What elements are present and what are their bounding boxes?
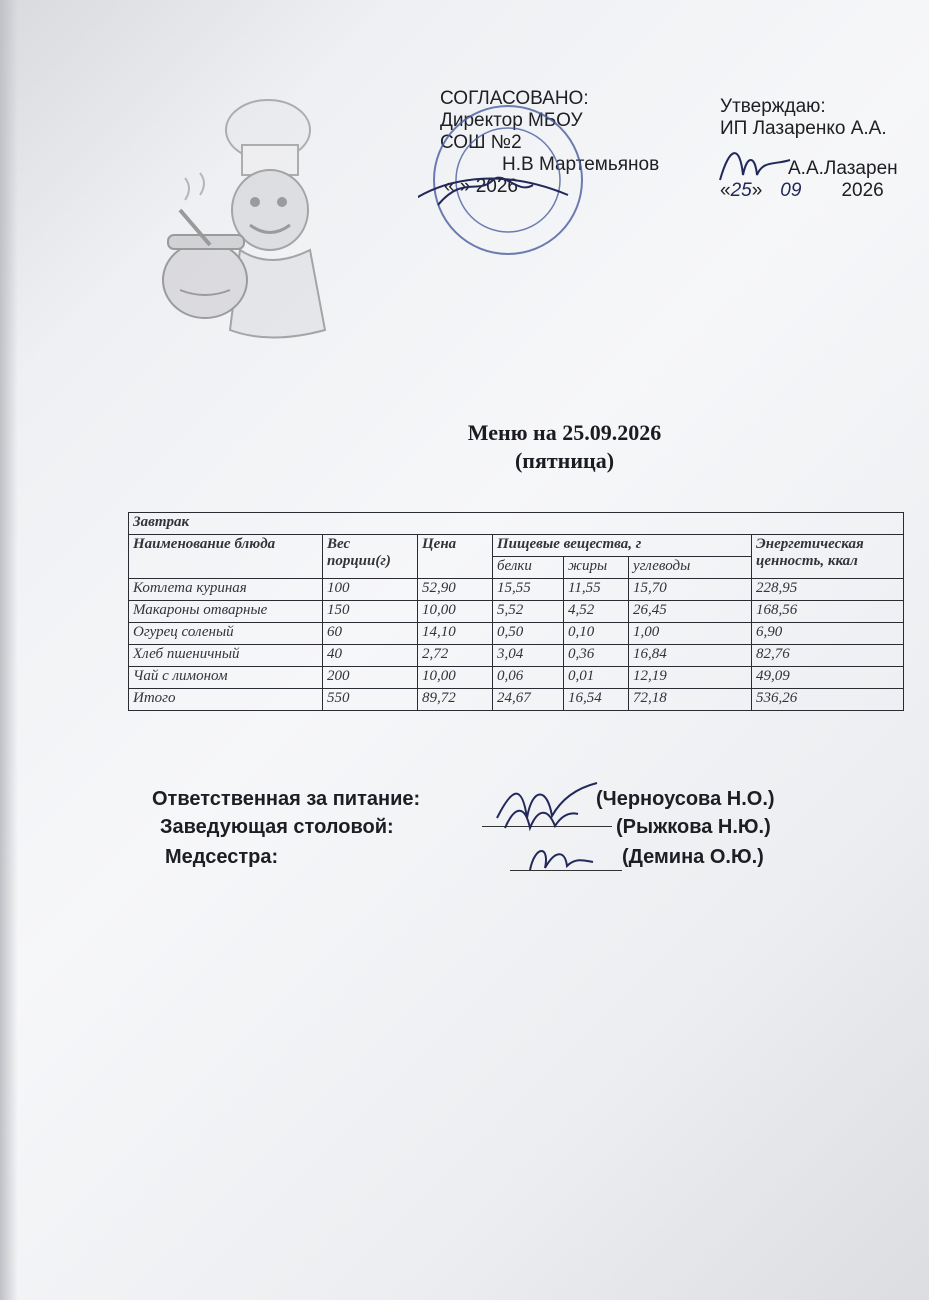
cell-name: Огурец соленый: [129, 623, 323, 645]
header-nutrients: Пищевые вещества, г: [493, 535, 752, 557]
cell-price: 14,10: [418, 623, 493, 645]
header-carbs: углеводы: [629, 557, 752, 579]
cell-energy: 168,56: [752, 601, 904, 623]
cell-fat: 0,36: [564, 645, 629, 667]
cell-protein: 3,04: [493, 645, 564, 667]
table-row: [129, 623, 904, 645]
total-weight: 550: [323, 689, 418, 711]
table-row: [129, 667, 904, 689]
cell-fat: 4,52: [564, 601, 629, 623]
total-label: Итого: [129, 689, 323, 711]
total-protein: 24,67: [493, 689, 564, 711]
cell-weight: 200: [323, 667, 418, 689]
cell-weight: 40: [323, 645, 418, 667]
cell-protein: 0,50: [493, 623, 564, 645]
cell-name: Чай с лимоном: [129, 667, 323, 689]
approval-heading-right: Утверждаю:: [720, 96, 826, 117]
cell-weight: 100: [323, 579, 418, 601]
owner-signature: [715, 140, 795, 190]
cell-energy: 82,76: [752, 645, 904, 667]
menu-day: (пятница): [514, 448, 615, 473]
header-price: Цена: [418, 535, 493, 579]
approval-year: 2026: [841, 180, 884, 201]
cell-name: Котлета куриная: [129, 579, 323, 601]
total-fat: 16,54: [564, 689, 629, 711]
signature-person-2: (Рыжкова Н.Ю.): [616, 816, 771, 838]
cell-carbs: 16,84: [629, 645, 752, 667]
cell-carbs: 12,19: [629, 667, 752, 689]
school-stamp: [418, 100, 598, 260]
menu-table: [128, 512, 904, 711]
approval-date: « » 2026: [444, 176, 518, 197]
signature-role-1: Ответственная за питание:: [152, 788, 421, 810]
approval-name: Н.В Мартемьянов: [502, 154, 660, 175]
menu-title: Меню на 25.09.2026: [467, 420, 662, 445]
cell-name: Хлеб пшеничный: [129, 645, 323, 667]
signature-person-1: (Черноусова Н.О.): [596, 788, 775, 810]
cell-protein: 5,52: [493, 601, 564, 623]
cell-protein: 15,55: [493, 579, 564, 601]
table-row: [129, 645, 904, 667]
cell-price: 10,00: [418, 667, 493, 689]
cell-carbs: 15,70: [629, 579, 752, 601]
approval-owner-sign: А.А.Лазарен: [788, 158, 898, 179]
total-row: [129, 689, 904, 711]
approval-day: 25: [730, 180, 752, 201]
total-carbs: 72,18: [629, 689, 752, 711]
signature-scribble-3: [525, 840, 595, 876]
header-fat: жиры: [564, 557, 629, 579]
approval-position: Директор МБОУ: [440, 110, 583, 131]
cell-fat: 0,10: [564, 623, 629, 645]
table-row: [129, 579, 904, 601]
signature-scribble-2: [500, 800, 580, 832]
header-protein: белки: [493, 557, 564, 579]
header-weight: Вес порции(г): [323, 535, 418, 579]
chef-illustration: [150, 90, 360, 350]
signature-role-3: Медсестра:: [165, 846, 279, 868]
approval-owner: ИП Лазаренко А.А.: [720, 118, 887, 139]
approval-heading: СОГЛАСОВАНО:: [440, 88, 589, 109]
menu-rows: [129, 579, 904, 689]
total-energy: 536,26: [752, 689, 904, 711]
cell-price: 52,90: [418, 579, 493, 601]
signature-role-2: Заведующая столовой:: [160, 816, 394, 838]
approval-month: 09: [780, 180, 802, 201]
cell-energy: 6,90: [752, 623, 904, 645]
cell-fat: 11,55: [564, 579, 629, 601]
cell-fat: 0,01: [564, 667, 629, 689]
header-energy: Энергетическая ценность, ккал: [752, 535, 904, 579]
signature-person-3: (Демина О.Ю.): [622, 846, 764, 868]
cell-carbs: 26,45: [629, 601, 752, 623]
approval-owner-date: «25» 09 2026: [720, 180, 884, 201]
approval-school: СОШ №2: [440, 132, 522, 153]
cell-name: Макароны отварные: [129, 601, 323, 623]
cell-protein: 0,06: [493, 667, 564, 689]
total-price: 89,72: [418, 689, 493, 711]
header-name: Наименование блюда: [129, 535, 323, 579]
page-shadow: [0, 0, 18, 1300]
cell-carbs: 1,00: [629, 623, 752, 645]
cell-energy: 49,09: [752, 667, 904, 689]
meal-caption: Завтрак: [129, 513, 904, 535]
cell-energy: 228,95: [752, 579, 904, 601]
cell-price: 2,72: [418, 645, 493, 667]
cell-price: 10,00: [418, 601, 493, 623]
cell-weight: 150: [323, 601, 418, 623]
table-row: [129, 601, 904, 623]
cell-weight: 60: [323, 623, 418, 645]
